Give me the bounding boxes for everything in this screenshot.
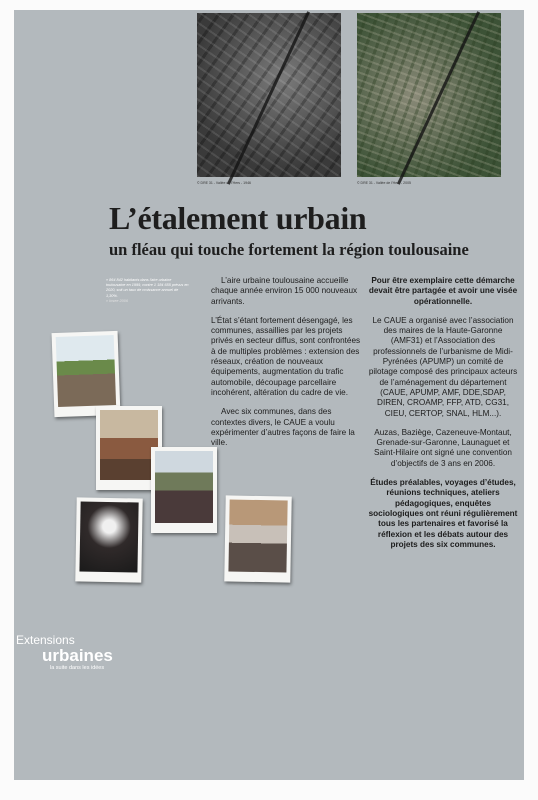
column-middle — [211, 276, 363, 457]
photo-site-visit — [52, 331, 121, 417]
right-lead-paragraph: Pour être exemplaire cette démarche devait être partagée et avoir une visée opérationnelle. — [368, 276, 518, 306]
brand-line-1: Extensions — [16, 633, 75, 647]
aerial-caption-right: © DRE 31 - Vallée de l'Hers - 2005 — [357, 181, 411, 185]
right-paragraph-1: Le CAUE a organisé avec l’association des maires de la Haute-Garonne (AMF31) et l’Association des professionnels de l’urbanisme de Midi-Pyrénées (APUMP) un comité de pilotage composé des principaux acteurs de l’aménagement du département (CAUE, APUMP, AMF, DDE,SDAP, DIREN, CROAMP, FFP, ATD, CG31, CIEU, CERTOP, SNAL, HLM...). — [368, 315, 518, 418]
column-right — [368, 276, 518, 559]
brand-tagline: la suite dans les idées — [50, 665, 105, 671]
right-paragraph-2: Auzas, Baziège, Cazeneuve-Montaut, Grenade-sur-Garonne, Launaguet et Saint-Hilaire ont signé une convention d’objectifs de 3 ans en 2006. — [374, 427, 512, 468]
brand-line-2: urbaines — [42, 646, 113, 665]
middle-paragraph-1: L’aire urbaine toulousaine accueille chaque année environ 15 000 nouveaux arrivants. — [211, 276, 358, 306]
stat-note-source: » Insee 2006 — [106, 298, 128, 303]
stat-note-text: « 864 842 habitants dans l'aire urbaine toulousaine en 1999, contre 1 184 655 prévus en 2020, soit un taux de croissance annuel de 1,30%. — [106, 278, 189, 298]
middle-paragraph-3: Avec six communes, dans des contextes divers, le CAUE a voulu expérimenter d’autres façons de faire la ville. — [211, 407, 355, 448]
photo-field-group — [151, 447, 217, 533]
aerial-photo-2005 — [357, 13, 501, 177]
photo-workshop — [224, 495, 291, 582]
page-title: L’étalement urbain — [109, 200, 367, 236]
aerial-caption-left: © DRE 31 - Vallée de l'Hers - 1946 — [197, 181, 251, 185]
middle-paragraph-2: L’État s’étant fortement désengagé, les communes, assaillies par les projets privés en secteur diffus, sont confrontées à de multiples problèmes : extension des réseaux, création de nouveaux équipements, augmentation du trafic automobile, découpage parcellaire incohérent, altération du cadre de vie. — [211, 315, 361, 397]
photo-projection — [75, 497, 142, 582]
page-subtitle: un fléau qui touche fortement la région toulousaine — [109, 240, 469, 259]
brand-logo — [16, 634, 113, 671]
aerial-photo-1946 — [197, 13, 341, 177]
population-stat-note — [106, 278, 190, 304]
right-closing-paragraph: Études préalables, voyages d’études, réunions techniques, ateliers pédagogiques, enquêtes sociologiques ont réuni régulièrement tous les partenaires et favorisé la réflexion et les débats autour des projets des six communes. — [368, 478, 518, 549]
poster-panel — [14, 10, 524, 780]
